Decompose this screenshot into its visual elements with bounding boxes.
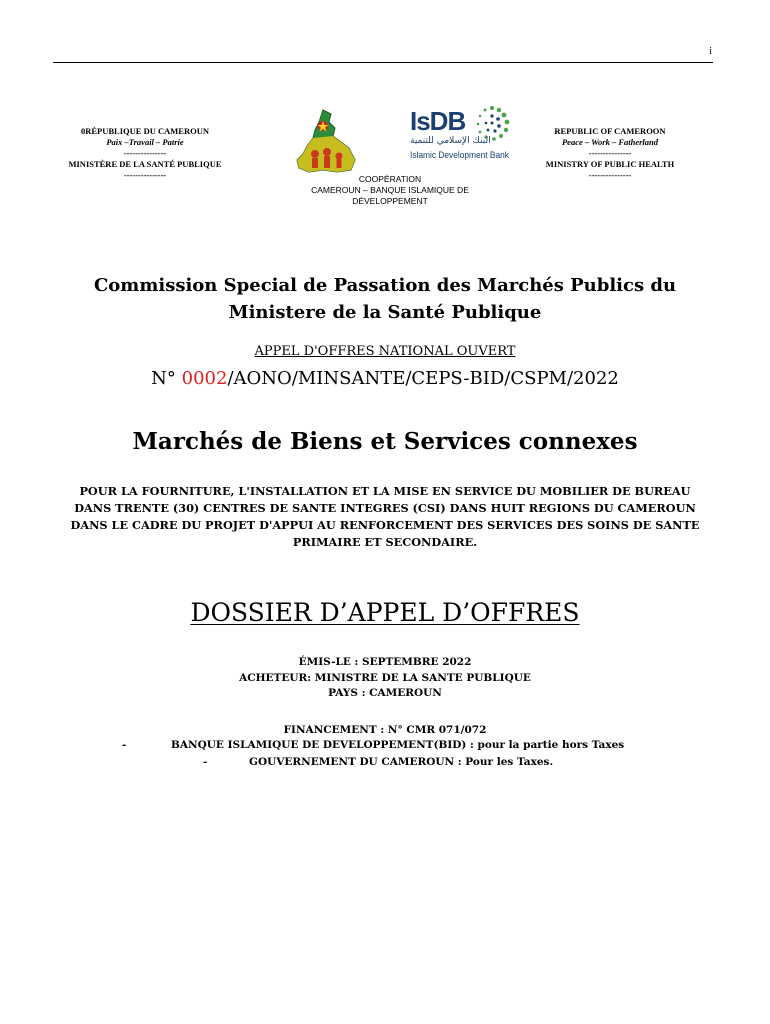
financing-title: FINANCEMENT : N° CMR 071/072 (283, 724, 487, 736)
reference-prefix: N° (151, 368, 182, 389)
ministry-name-en: MINISTRY OF PUBLIC HEALTH (545, 159, 675, 169)
document-meta (60, 655, 710, 702)
separator: --------------- (588, 148, 632, 158)
issue-date: ÉMIS-LE : SEPTEMBRE 2022 (298, 656, 472, 668)
motto-en: Peace – Work – Fatherland (561, 137, 659, 147)
isdb-arabic-name: البنك الإسلامي للتنمية (410, 136, 491, 146)
page-number: i (709, 46, 712, 57)
separator: --------------- (588, 170, 632, 180)
country-name-en: REPUBLIC OF CAMEROON (554, 126, 666, 136)
header-left-french (50, 126, 240, 181)
separator: --------------- (123, 148, 167, 158)
cooperation-caption: COOPÉRATION CAMEROUN – BANQUE ISLAMIQUE DE DÉVELOPPEMENT (311, 174, 469, 206)
financing-item-text: GOUVERNEMENT DU CAMEROUN : Pour les Taxes. (249, 756, 554, 768)
country-name-fr: 0RÉPUBLIQUE DU CAMEROUN (81, 126, 209, 136)
header-right-english (515, 126, 705, 181)
bullet: - (203, 756, 208, 768)
tender-description: POUR LA FOURNITURE, L'INSTALLATION ET LA MISE EN SERVICE DU MOBILIER DE BUREAU DANS TRENTE (30) CENTRES DE SANTE INTEGRES (CSI) DANS HUIT REGIONS DU CAMEROUN DANS LE CADRE DU PROJET D'APPUI AU RENFORCEMENT DES SERVICES DES SOINS DE SANTE PRIMAIRE ET SECONDAIRE. (70, 484, 700, 549)
tender-reference (60, 368, 710, 389)
isdb-logo (408, 104, 514, 168)
bullet: - (122, 739, 127, 751)
isdb-abbreviation: IsDB (410, 106, 466, 136)
motto-fr: Paix –Travail – Patrie (106, 137, 184, 147)
header-rule (53, 62, 713, 63)
country: PAYS : CAMEROUN (328, 687, 442, 699)
tender-type: APPEL D'OFFRES NATIONAL OUVERT (254, 344, 516, 359)
financing-item-text: BANQUE ISLAMIQUE DE DEVELOPPEMENT(BID) : pour la partie hors Taxes (171, 739, 625, 751)
reference-suffix: /AONO/MINSANTE/CEPS-BID/CSPM/2022 (227, 368, 619, 389)
ministry-name-fr: MINISTÈRE DE LA SANTÉ PUBLIQUE (68, 159, 222, 169)
separator: --------------- (123, 170, 167, 180)
reference-number: 0002 (181, 368, 228, 389)
isdb-english-name: Islamic Development Bank (410, 150, 509, 161)
buyer: ACHETEUR: MINISTRE DE LA SANTE PUBLIQUE (239, 671, 531, 684)
dossier-title: DOSSIER D’APPEL D’OFFRES (190, 598, 580, 627)
cameroon-map-emblem-icon (293, 108, 359, 174)
market-title: Marchés de Biens et Services connexes (132, 428, 638, 455)
commission-title: Commission Special de Passation des Marchés Publics du Ministere de la Santé Publique (93, 275, 677, 323)
